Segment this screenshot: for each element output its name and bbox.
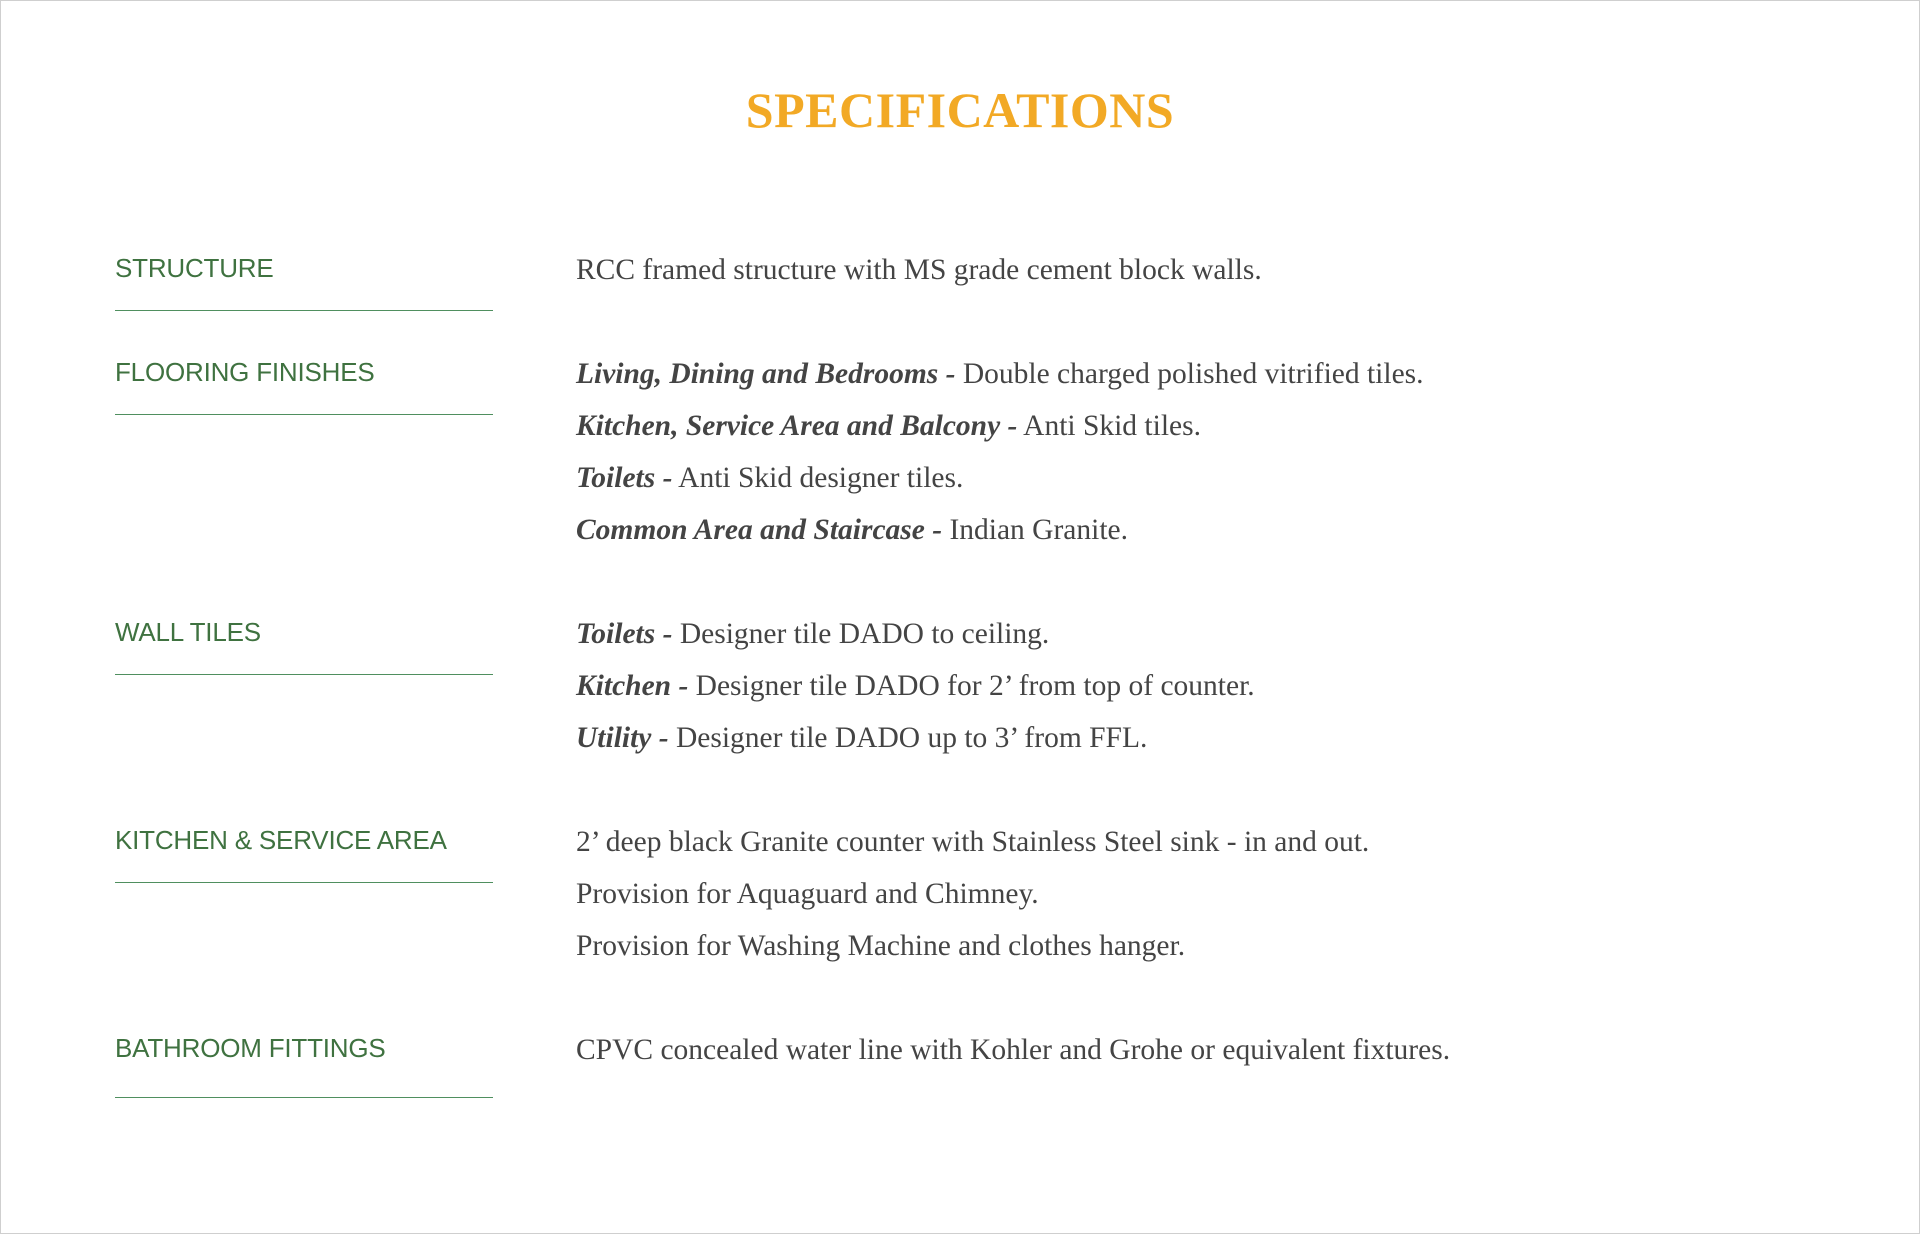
section-divider	[115, 414, 493, 415]
section-content	[576, 1033, 1776, 1085]
section-content	[576, 617, 1776, 773]
section-divider	[115, 882, 493, 883]
spec-term: Toilets -	[576, 462, 673, 494]
spec-term: Toilets -	[576, 618, 673, 650]
spec-text: Double charged polished vitrified tiles.	[955, 358, 1424, 390]
spec-line	[576, 253, 1776, 305]
spec-line	[576, 357, 1776, 409]
spec-text: RCC framed structure with MS grade cement block walls.	[576, 254, 1262, 286]
section-label: WALL TILES	[115, 617, 261, 647]
spec-line	[576, 1033, 1776, 1085]
spec-text: 2’ deep black Granite counter with Stainless Steel sink - in and out.	[576, 826, 1370, 858]
spec-text: Anti Skid tiles.	[1017, 410, 1201, 442]
section-divider	[115, 310, 493, 311]
spec-text: Provision for Washing Machine and clothes hanger.	[576, 930, 1186, 962]
spec-line	[576, 721, 1776, 773]
spec-line	[576, 669, 1776, 721]
spec-line	[576, 409, 1776, 461]
spec-term: Kitchen -	[576, 670, 689, 702]
spec-line	[576, 513, 1776, 565]
spec-text: CPVC concealed water line with Kohler and Grohe or equivalent fixtures.	[576, 1034, 1451, 1066]
spec-text: Designer tile DADO for 2’ from top of counter.	[688, 670, 1255, 702]
section-content	[576, 253, 1776, 305]
spec-term: Utility -	[576, 722, 669, 754]
spec-line	[576, 461, 1776, 513]
section-content	[576, 825, 1776, 981]
spec-text: Indian Granite.	[942, 514, 1129, 546]
spec-text: Designer tile DADO up to 3’ from FFL.	[668, 722, 1148, 754]
section-divider	[115, 1097, 493, 1098]
spec-text: Designer tile DADO to ceiling.	[672, 618, 1050, 650]
section-label: STRUCTURE	[115, 253, 274, 283]
spec-line	[576, 877, 1776, 929]
spec-term: Common Area and Staircase -	[576, 514, 943, 546]
spec-text: Anti Skid designer tiles.	[672, 462, 964, 494]
spec-line	[576, 825, 1776, 877]
section-label: KITCHEN & SERVICE AREA	[115, 825, 447, 855]
spec-term: Living, Dining and Bedrooms -	[576, 358, 956, 390]
spec-text: Provision for Aquaguard and Chimney.	[576, 878, 1039, 910]
page-title: SPECIFICATIONS	[745, 82, 1175, 138]
section-label: FLOORING FINISHES	[115, 357, 375, 387]
section-divider	[115, 674, 493, 675]
section-content	[576, 357, 1776, 565]
section-label: BATHROOM FITTINGS	[115, 1033, 386, 1063]
spec-line	[576, 617, 1776, 669]
spec-line	[576, 929, 1776, 981]
spec-term: Kitchen, Service Area and Balcony -	[576, 410, 1018, 442]
